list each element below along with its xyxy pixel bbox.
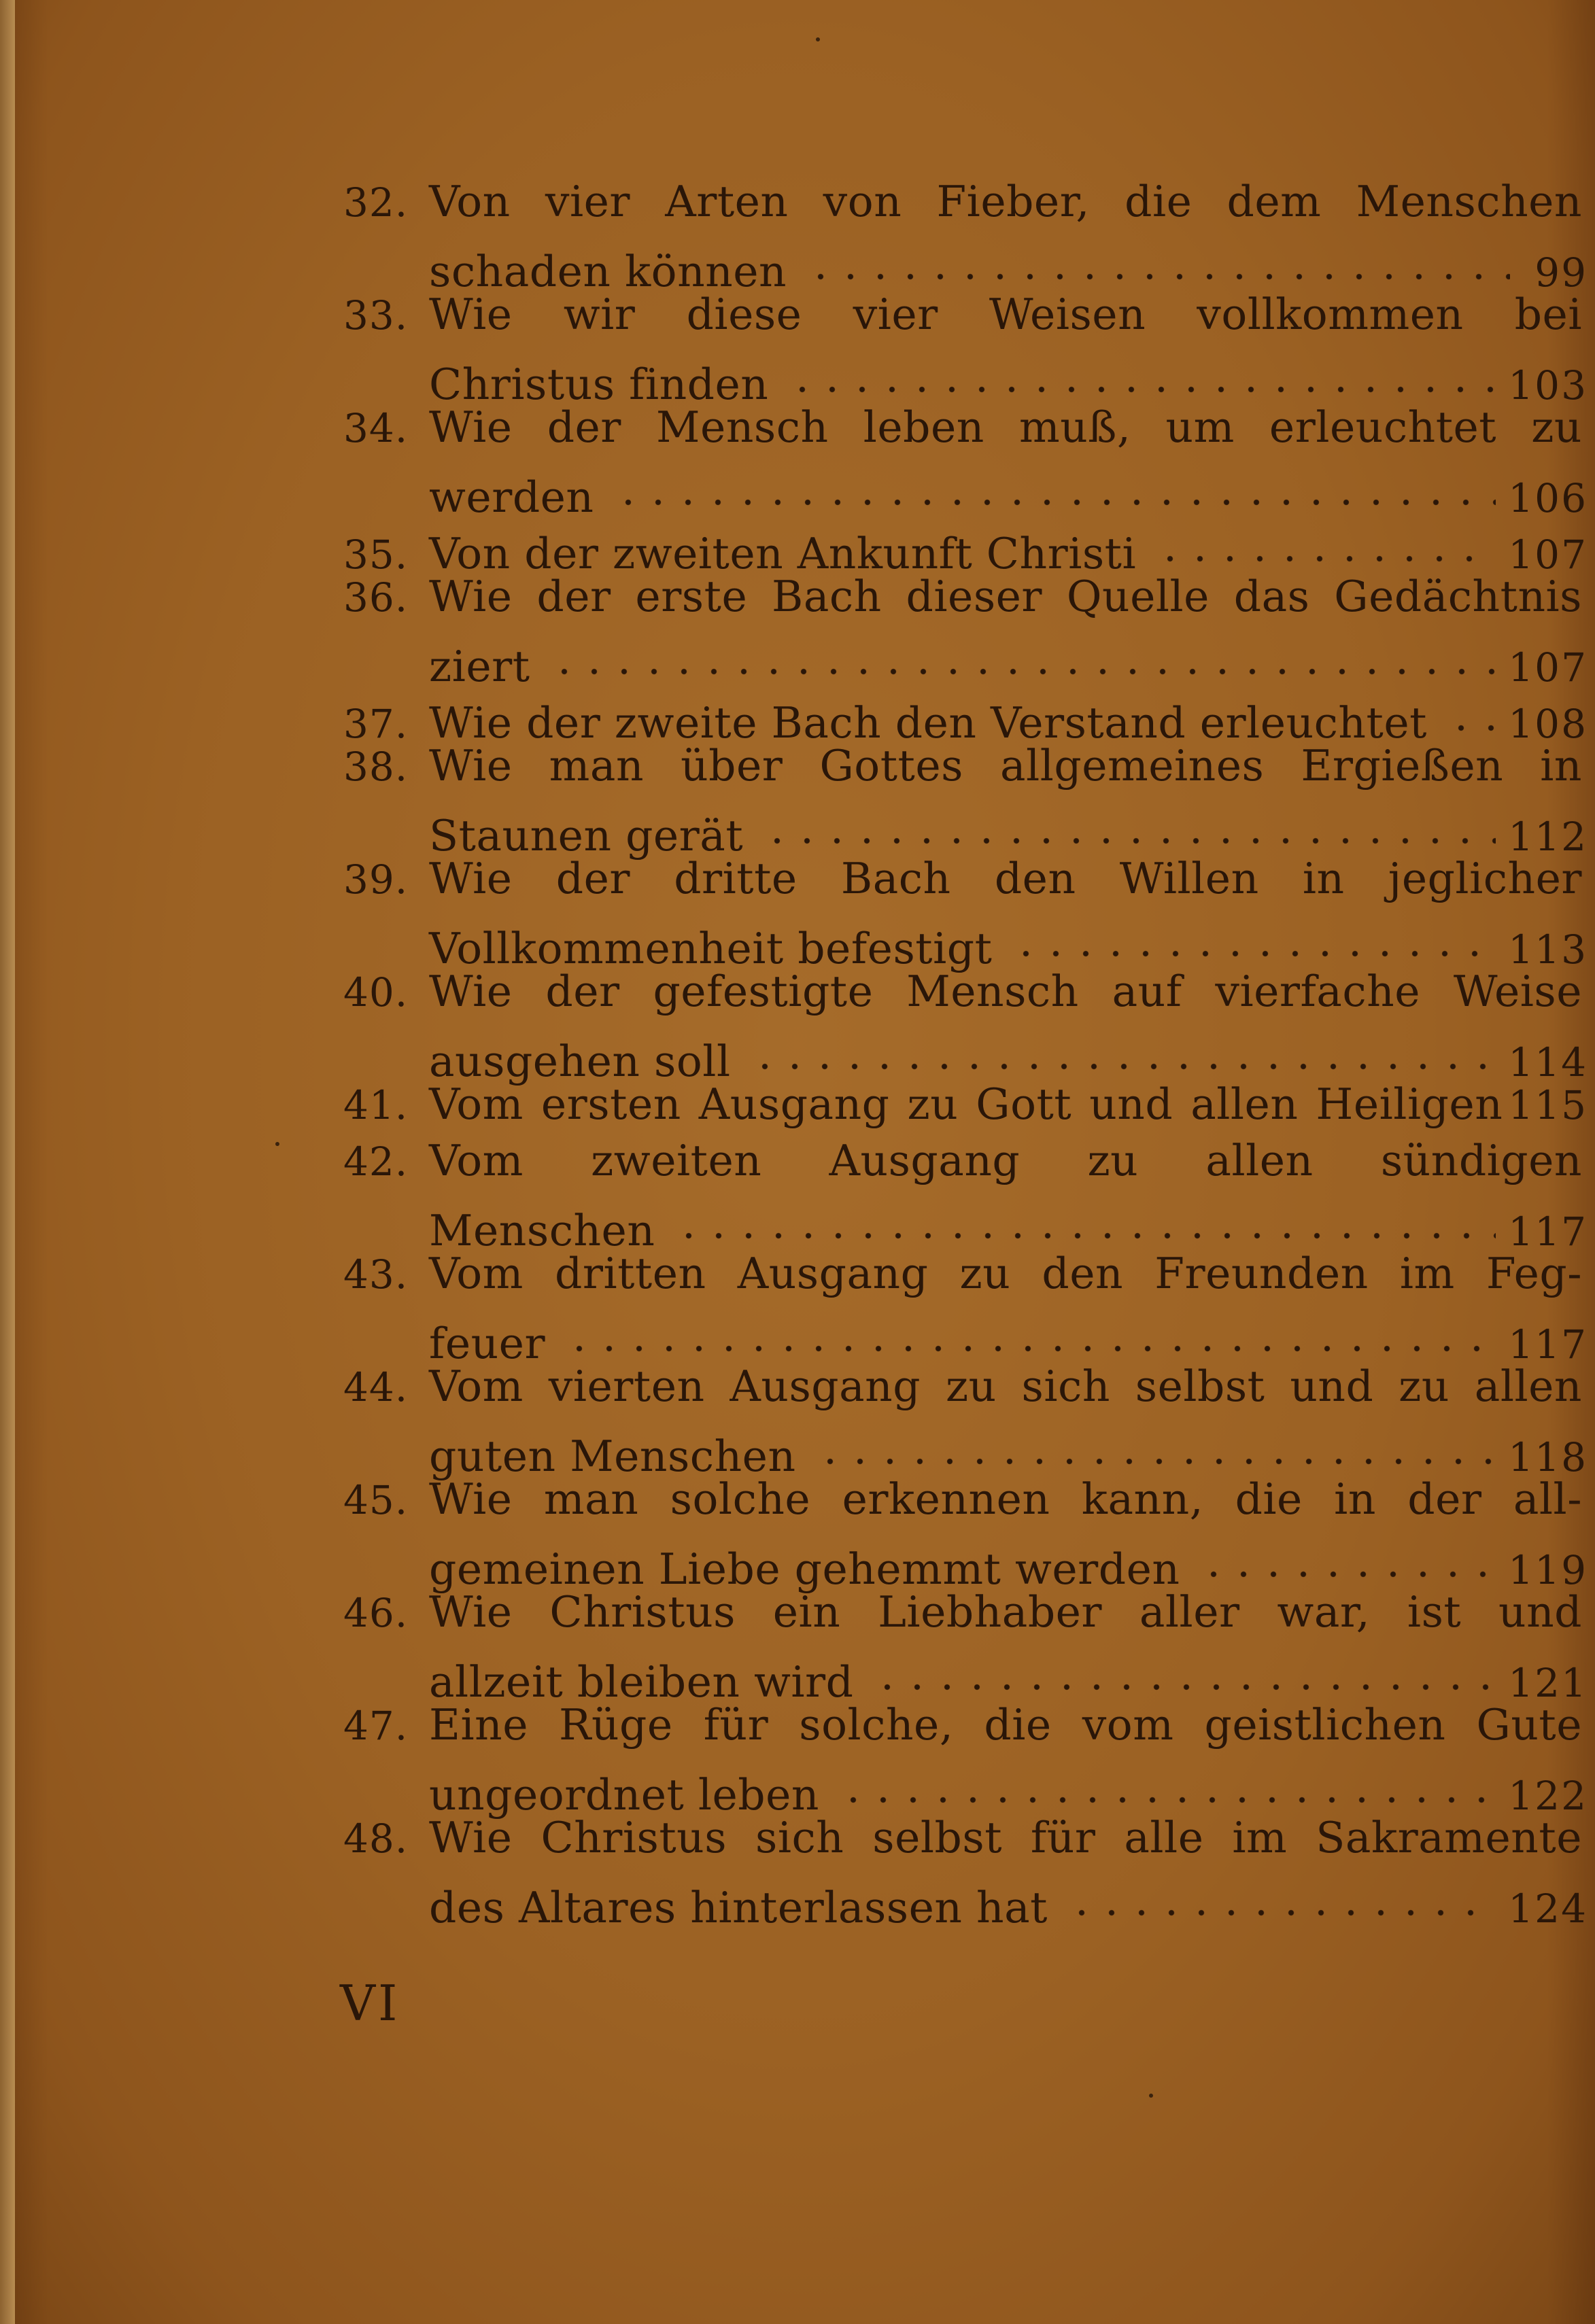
entry-title-line: Wie der dritte Bach den Willen in jeglicher (429, 854, 1582, 903)
entry-title-line: Menschen (429, 1206, 655, 1255)
entry-number: 46. (343, 1590, 409, 1636)
dot-leader (838, 1753, 1496, 1809)
toc-entry (343, 1245, 1588, 1368)
entry-title-line: Vom dritten Ausgang zu den Freunden im Feg- (429, 1249, 1582, 1298)
entry-title-line: Vom vierten Ausgang zu sich selbst und zu allen (429, 1362, 1582, 1411)
entry-page-number: 119 (1508, 1547, 1588, 1593)
entry-page-number: 113 (1508, 926, 1588, 973)
paper-speck (1149, 2094, 1153, 2098)
toc-entry (343, 1132, 1588, 1255)
entry-page-number: 117 (1508, 1209, 1588, 1255)
toc-entry (343, 850, 1588, 973)
toc-entry (343, 1584, 1588, 1707)
toc-entry (343, 399, 1588, 522)
toc-entry (343, 963, 1588, 1086)
dot-leader (750, 1020, 1496, 1076)
entry-title-line: Wie der Mensch leben muß, um erleuchtet zu (429, 402, 1582, 452)
entry-title-line: Von der zweiten Ankunft Christi (429, 529, 1137, 578)
entry-page-number: 103 (1508, 362, 1588, 409)
dot-leader (549, 625, 1496, 681)
dot-leader (674, 1189, 1496, 1245)
toc-entry (343, 286, 1588, 409)
entry-title-line: feuer (429, 1319, 546, 1368)
entry-title-line: Vom zweiten Ausgang zu allen sündigen (429, 1136, 1582, 1185)
entry-title-line: Von vier Arten von Fieber, die dem Menschen (429, 177, 1582, 226)
entry-number: 32. (343, 179, 409, 226)
entry-page-number: 117 (1508, 1321, 1588, 1368)
entry-page-number: 115 (1508, 1082, 1588, 1128)
toc-entry (343, 738, 1588, 861)
dot-leader (1199, 1527, 1496, 1584)
toc-entry (343, 1809, 1588, 1932)
dot-leader (815, 1415, 1496, 1471)
entry-number: 35. (343, 532, 409, 578)
entry-page-number: 106 (1508, 475, 1588, 521)
toc-entry (343, 1076, 1588, 1132)
dot-leader (1067, 1866, 1496, 1922)
entry-number: 37. (343, 701, 409, 747)
dot-leader (787, 343, 1496, 399)
dot-leader (1011, 907, 1496, 963)
entry-number: 44. (343, 1364, 409, 1410)
toc-entry (343, 1697, 1588, 1820)
entry-title-line: werden (429, 472, 594, 522)
entry-number: 48. (343, 1816, 409, 1862)
entry-title-line: Wie Christus sich selbst für alle im Sakramente (429, 1813, 1582, 1862)
toc-entry (343, 173, 1588, 296)
entry-page-number: 124 (1508, 1886, 1588, 1932)
entry-title-line: Wie der gefestigte Mensch auf vierfache Weise (429, 967, 1582, 1016)
entry-title-line: ungeordnet leben (429, 1770, 819, 1820)
entry-title-line: Eine Rüge für solche, die vom geistlichen Gute (429, 1700, 1582, 1750)
entry-title-line: Staunen gerät (429, 811, 744, 861)
entry-number: 39. (343, 856, 409, 903)
page-edge (0, 0, 15, 2324)
entry-page-number: 107 (1508, 532, 1588, 578)
entry-title-line: guten Menschen (429, 1432, 796, 1481)
entry-title-line: ziert (429, 642, 530, 691)
dot-leader (613, 455, 1496, 512)
toc-entry (343, 512, 1588, 578)
entry-number: 42. (343, 1139, 409, 1185)
entry-title-line: Wie man über Gottes allgemeines Ergießen in (429, 741, 1582, 791)
entry-title-line: schaden können (429, 247, 787, 296)
toc-entry (343, 1471, 1588, 1594)
toc-entry (343, 568, 1588, 691)
entry-title-line: ausgehen soll (429, 1037, 731, 1086)
entry-title-line: Wie der erste Bach dieser Quelle das Gedächtnis (429, 572, 1582, 621)
paper-speck (275, 1142, 279, 1146)
entry-title-line: allzeit bleiben wird (429, 1657, 854, 1707)
entry-number: 33. (343, 292, 409, 339)
entry-page-number: 122 (1508, 1773, 1588, 1819)
dot-leader (564, 1302, 1496, 1358)
dot-leader (1155, 512, 1496, 568)
entry-title-line: Wie wir diese vier Weisen vollkommen bei (429, 290, 1582, 339)
dot-leader (762, 794, 1496, 850)
entry-title-line: des Altares hinterlassen hat (429, 1883, 1048, 1932)
page-number-roman: VI (340, 1975, 400, 2032)
table-of-contents (343, 173, 1588, 1932)
entry-page-number: 99 (1534, 249, 1588, 296)
entry-number: 47. (343, 1703, 409, 1749)
entry-page-number: 112 (1508, 814, 1588, 860)
entry-title-line: gemeinen Liebe gehemmt werden (429, 1544, 1180, 1594)
entry-title-line: Wie der zweite Bach den Verstand erleuchtet (429, 698, 1427, 748)
entry-page-number: 121 (1508, 1660, 1588, 1706)
entry-title-line: Wie man solche erkennen kann, die in der all- (429, 1474, 1582, 1524)
dot-leader (806, 230, 1510, 286)
entry-title-line: Vom ersten Ausgang zu Gott und allen Heiligen (429, 1079, 1503, 1129)
dot-leader (1446, 681, 1496, 738)
entry-title-line: Vollkommenheit befestigt (429, 924, 993, 973)
entry-number: 36. (343, 574, 409, 621)
entry-number: 43. (343, 1251, 409, 1298)
entry-page-number: 114 (1508, 1039, 1588, 1086)
entry-number: 40. (343, 969, 409, 1016)
entry-page-number: 118 (1508, 1434, 1588, 1480)
entry-page-number: 107 (1508, 644, 1588, 691)
entry-number: 38. (343, 744, 409, 790)
entry-number: 34. (343, 405, 409, 451)
toc-entry (343, 1358, 1588, 1481)
toc-entry (343, 681, 1588, 748)
entry-number: 45. (343, 1477, 409, 1523)
entry-page-number: 108 (1508, 701, 1588, 747)
entry-number: 41. (343, 1082, 409, 1128)
paper-speck (816, 37, 820, 41)
entry-title-line: Christus finden (429, 360, 769, 409)
dot-leader (872, 1640, 1496, 1697)
entry-title-line: Wie Christus ein Liebhaber aller war, ist und (429, 1587, 1582, 1637)
